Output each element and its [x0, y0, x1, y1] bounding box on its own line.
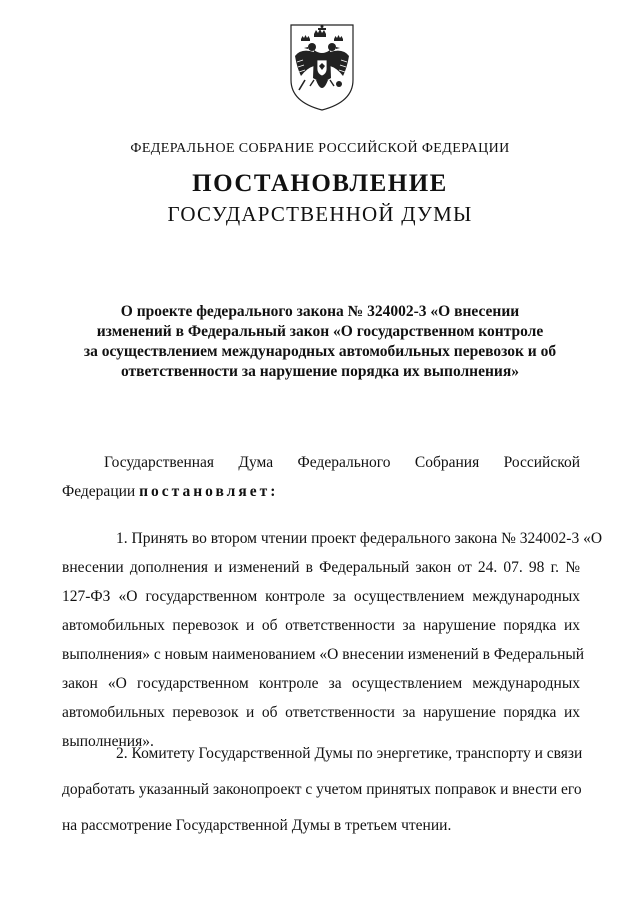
item-line: автомобильных перевозок и об ответственности за нарушение порядка их [62, 617, 580, 634]
subject-line: ответственности за нарушение порядка их выполнения» [120, 363, 519, 380]
preamble-prefix: Федерации [62, 483, 136, 500]
item-line: автомобильных перевозок и об ответственности за нарушение порядка их [62, 704, 580, 721]
item-line: 127-ФЗ «О государственном контроле за осуществлением международных [62, 588, 580, 605]
item-line: внесении дополнения и изменений в Федеральный закон от 24. 07. 98 г. № [62, 559, 580, 576]
document-issuer: ГОСУДАРСТВЕННОЙ ДУМЫ [167, 202, 473, 226]
item-line: выполнения» с новым наименованием «О внесении изменений в Федеральный [62, 646, 585, 663]
item-line: 2. Комитету Государственной Думы по энергетике, транспорту и связи [116, 745, 583, 762]
item-line: доработать указанный законопроект с учетом принятых поправок и внести его [62, 781, 582, 798]
subject-line: за осуществлением международных автомобильных перевозок и об [83, 343, 557, 360]
item-line: на рассмотрение Государственной Думы в третьем чтении. [62, 817, 452, 834]
resolution-item-2 [62, 736, 583, 844]
organization-name: ФЕДЕРАЛЬНОЕ СОБРАНИЕ РОССИЙСКОЙ ФЕДЕРАЦИИ [130, 141, 510, 156]
preamble-line [62, 477, 580, 506]
preamble-paragraph [62, 448, 580, 506]
subject-line: изменений в Федеральный закон «О государственном контроле [96, 323, 544, 340]
document-subject [60, 302, 580, 382]
document-type: ПОСТАНОВЛЕНИЕ [192, 170, 448, 197]
state-coat-of-arms-icon [287, 22, 357, 112]
item-line: выполнения». [62, 733, 154, 750]
preamble-line: Государственная Дума Федерального Собрания Российской [104, 454, 580, 471]
resolution-verb: постановляет: [139, 483, 279, 500]
resolution-item-1 [62, 524, 603, 756]
item-line: закон «О государственном контроле за осуществлением международных [62, 675, 580, 692]
item-line: 1. Принять во втором чтении проект федерального закона № 324002-3 «О [116, 530, 603, 547]
subject-line: О проекте федерального закона № 324002-3 «О внесении [120, 303, 520, 320]
